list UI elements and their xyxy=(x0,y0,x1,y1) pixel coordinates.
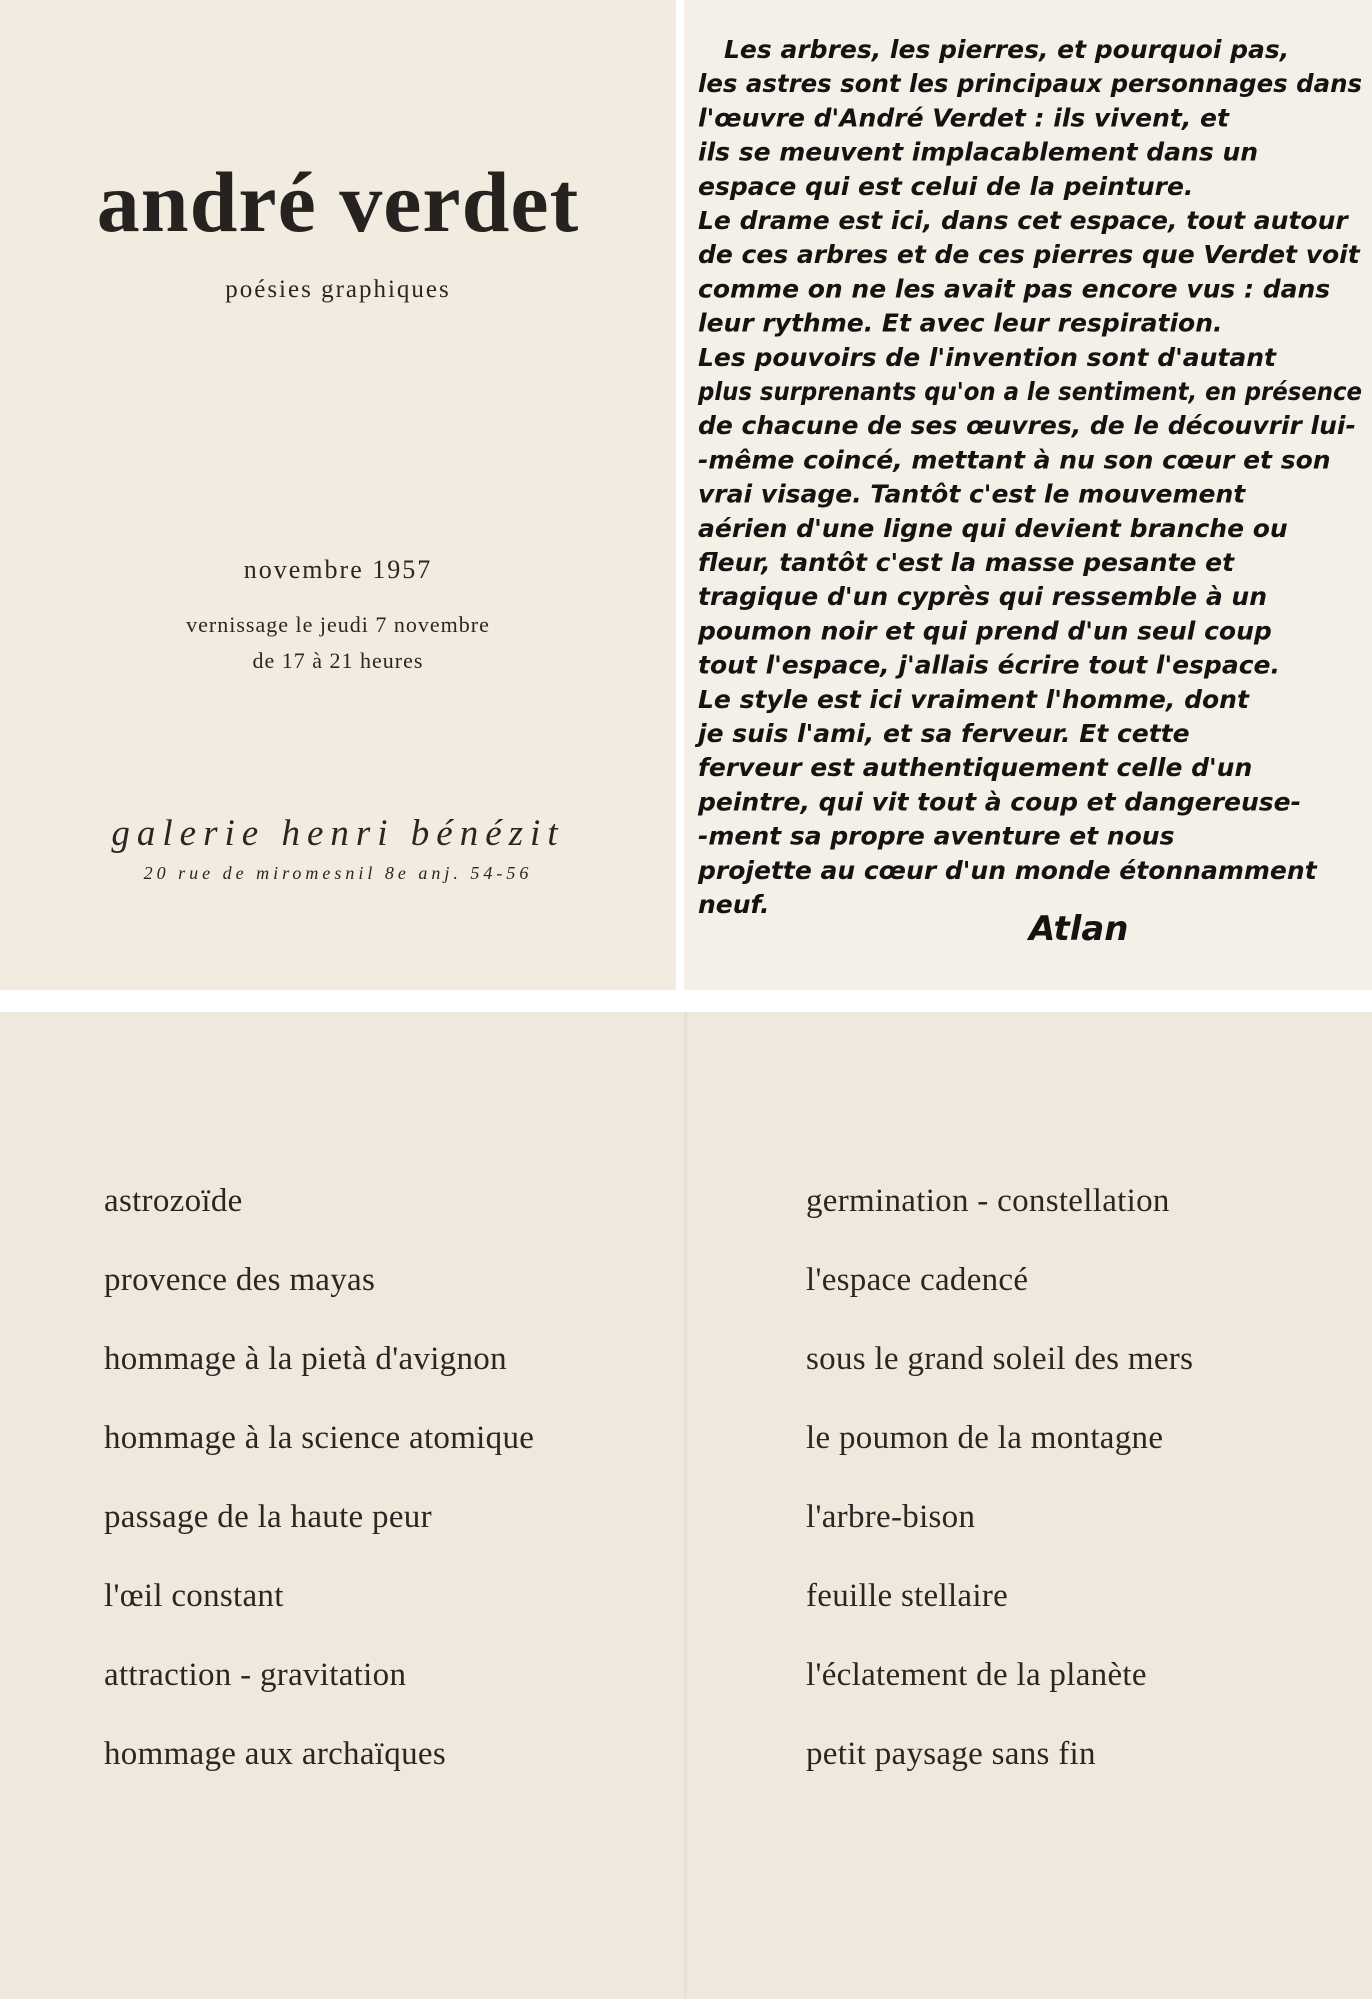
work-title: hommage à la science atomique xyxy=(104,1420,535,1456)
handwritten-line: tragique d'un cyprès qui ressemble à un xyxy=(698,582,1268,612)
handwritten-line: poumon noir et qui prend d'un seul coup xyxy=(698,616,1272,646)
handwritten-line: fleur, tantôt c'est la masse pesante et xyxy=(698,548,1235,577)
handwritten-line: je suis l'ami, et sa ferveur. Et cette xyxy=(698,719,1190,748)
work-title: le poumon de la montagne xyxy=(806,1420,1164,1456)
handwritten-line: de chacune de ses œuvres, de le découvrir lui- xyxy=(698,411,1356,441)
work-title: germination - constellation xyxy=(806,1183,1170,1219)
handwritten-line: Les pouvoirs de l'invention sont d'autant xyxy=(698,342,1276,372)
artist-name-title: andré verdet xyxy=(96,154,580,250)
signature: Atlan xyxy=(1029,909,1129,949)
handwritten-line: peintre, qui vit tout à coup et dangereuse- xyxy=(698,787,1302,817)
work-title: l'œil constant xyxy=(104,1578,284,1614)
handwritten-line: les astres sont les principaux personnages dans xyxy=(698,69,1362,99)
work-title: hommage aux archaïques xyxy=(104,1736,446,1772)
work-title: l'éclatement de la planète xyxy=(806,1657,1147,1693)
handwritten-line: neuf. xyxy=(698,890,770,919)
handwritten-preface xyxy=(684,0,1372,990)
handwritten-line: -ment sa propre aventure et nous xyxy=(698,821,1175,851)
work-title: provence des mayas xyxy=(104,1262,376,1298)
work-title: passage de la haute peur xyxy=(104,1499,432,1535)
handwritten-line: Le drame est ici, dans cet espace, tout autour xyxy=(698,206,1348,235)
work-title: l'arbre-bison xyxy=(806,1499,976,1535)
handwritten-line: -même coincé, mettant à nu son cœur et son xyxy=(698,445,1331,475)
work-title: l'espace cadencé xyxy=(806,1262,1029,1298)
handwritten-line: plus surprenants qu'on a le sentiment, en présence xyxy=(697,377,1362,406)
handwritten-line: ils se meuvent implacablement dans un xyxy=(698,137,1259,167)
work-title: attraction - gravitation xyxy=(104,1657,407,1693)
handwritten-line: espace qui est celui de la peinture. xyxy=(698,171,1194,201)
handwritten-line: Les arbres, les pierres, et pourquoi pas, xyxy=(724,35,1290,64)
handwritten-line: projette au cœur d'un monde étonnamment xyxy=(698,855,1317,885)
handwritten-line: vrai visage. Tantôt c'est le mouvement xyxy=(698,479,1246,509)
exhibition-date: novembre 1957 xyxy=(243,555,433,584)
handwritten-line: leur rythme. Et avec leur respiration. xyxy=(698,308,1223,338)
work-title: petit paysage sans fin xyxy=(806,1736,1096,1772)
cover-subtitle: poésies graphiques xyxy=(225,276,451,303)
gallery-address: 20 rue de miromesnil 8e anj. 54-56 xyxy=(143,863,533,883)
list-of-works-spread xyxy=(0,1012,1372,1999)
handwritten-line: l'œuvre d'André Verdet : ils vivent, et xyxy=(698,103,1229,133)
handwritten-text xyxy=(684,0,1372,990)
gallery-name: galerie henri bénézit xyxy=(111,813,565,854)
vernissage-date: vernissage le jeudi 7 novembre xyxy=(186,612,490,637)
handwritten-line: ferveur est authentiquement celle d'un xyxy=(698,753,1253,783)
handwritten-line: comme on ne les avait pas encore vus : dans xyxy=(698,274,1331,304)
works-list-right xyxy=(806,1162,1193,1794)
works-list-left xyxy=(104,1162,534,1794)
work-title: feuille stellaire xyxy=(806,1578,1009,1614)
handwritten-line: aérien d'une ligne qui devient branche ou xyxy=(698,513,1288,543)
handwritten-line: tout l'espace, j'allais écrire tout l'espace. xyxy=(698,650,1280,680)
vernissage-hours: de 17 à 21 heures xyxy=(252,648,424,673)
handwritten-line: de ces arbres et de ces pierres que Verdet voit xyxy=(698,240,1360,270)
work-title: hommage à la pietà d'avignon xyxy=(104,1341,507,1377)
catalogue-cover xyxy=(0,0,676,990)
handwritten-line: Le style est ici vraiment l'homme, dont xyxy=(698,684,1249,714)
work-title: sous le grand soleil des mers xyxy=(806,1341,1194,1377)
work-title: astrozoïde xyxy=(104,1183,243,1219)
